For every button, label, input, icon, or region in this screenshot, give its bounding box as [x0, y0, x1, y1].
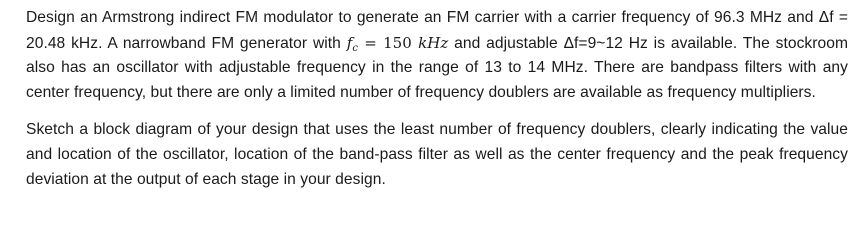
- problem-statement: [26, 6, 848, 192]
- math-equals-value: = 150: [357, 33, 419, 52]
- paragraph-specification: [26, 6, 848, 105]
- paragraph-instructions: Sketch a block diagram of your design that uses the least number of frequency doublers, clearly indicating the value and location of the oscillator, location of the band-pass filter as well as the center frequency and the peak frequency deviation at the output of each stage in your design.: [26, 121, 848, 188]
- carrier-frequency-math: [347, 34, 449, 52]
- paragraph-text-part2: and adjustable Δf=9~12 Hz is available. The stockroom also has an oscillator with adjustable frequency in the range of 13 to 14 MHz. There are bandpass filters with any center frequency, but there are only a limited number of frequency doublers are available as frequency multipliers.: [26, 34, 848, 101]
- math-subscript-c: c: [352, 42, 358, 54]
- math-unit: kHz: [418, 33, 449, 52]
- math-symbol-f: f: [346, 33, 353, 52]
- paragraph-text-part1: Design an Armstrong indirect FM modulator to generate an FM carrier with a carrier frequency of 96.3 MHz and Δf = 20.48 kHz. A narrowband FM generator with: [26, 9, 848, 52]
